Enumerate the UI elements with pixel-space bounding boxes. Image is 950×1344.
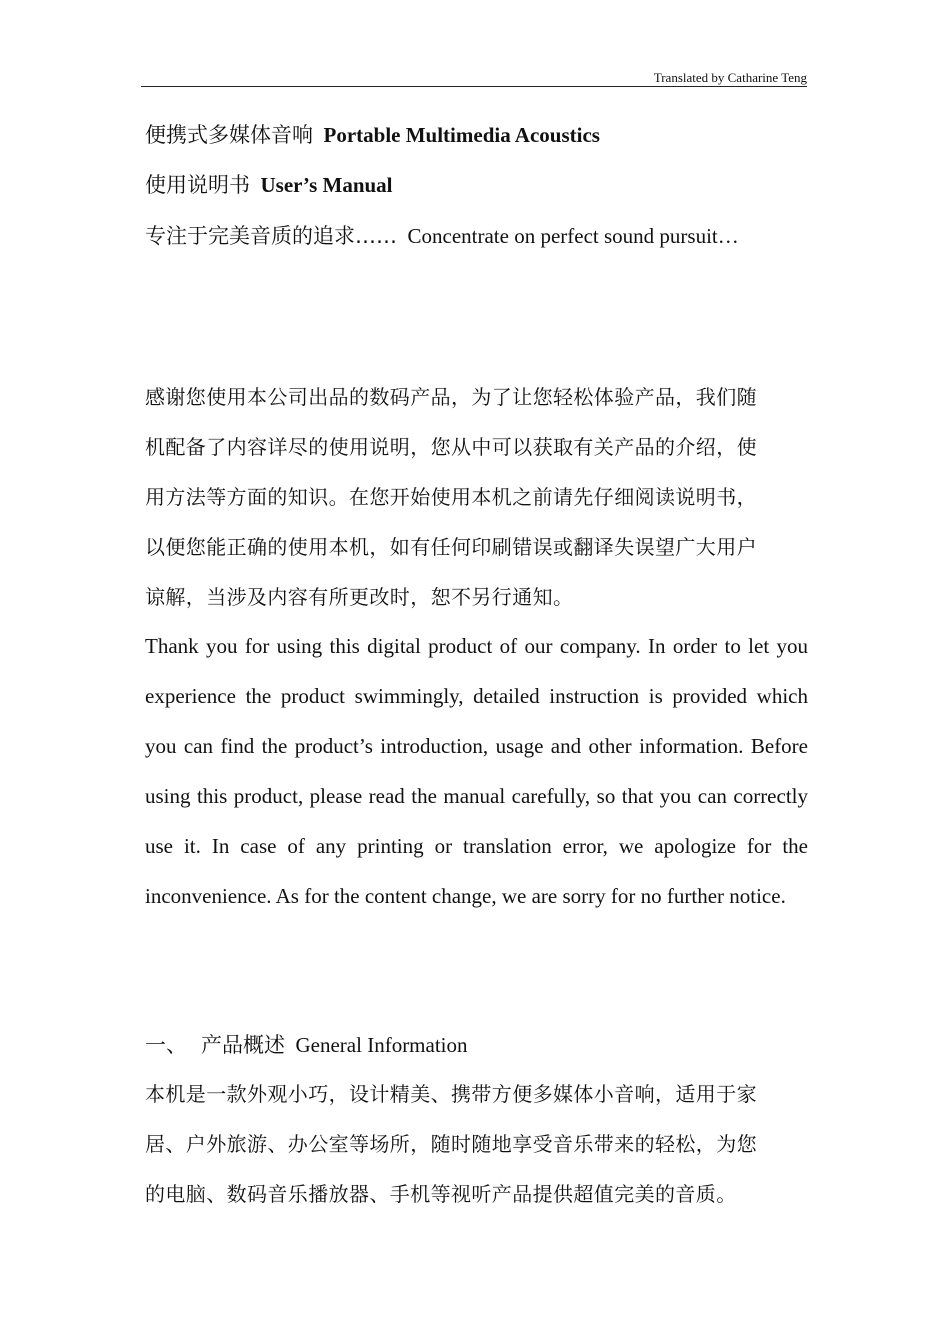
translator-note: Translated by Catharine Teng — [653, 70, 807, 85]
subtitle-en: User’s Manual — [260, 173, 393, 197]
intro-en-paragraph: Thank you for using this digital product of our company. In order to let you experience the product swimmingly, detailed instruction is provided which you can find the product’s introduction, usage and other information. Before using this product, please read the manual carefully, so that you can correctly use it. In case of any printing or translation error, we apologize for the inconvenience. As for the content change, we are sorry for no further notice. — [145, 634, 808, 908]
slogan-line — [145, 223, 739, 249]
title-en: Portable Multimedia Acoustics — [323, 123, 600, 147]
slogan-zh: 专注于完美音质的追求…… — [145, 224, 397, 248]
section-1-line: 居、户外旅游、办公室等场所，随时随地享受音乐带来的轻松，为您 — [145, 1132, 757, 1156]
intro-zh-line: 以便您能正确的使用本机，如有任何印刷错误或翻译失误望广大用户 — [145, 535, 757, 559]
section-1-heading — [145, 1032, 468, 1058]
section-heading-en: General Information — [295, 1033, 468, 1057]
section-1-body — [145, 1069, 808, 1219]
intro-zh-line: 谅解，当涉及内容有所更改时，恕不另行通知。 — [145, 585, 574, 609]
section-1-line: 本机是一款外观小巧，设计精美、携带方便多媒体小音响，适用于家 — [145, 1082, 757, 1106]
intro-zh-line: 用方法等方面的知识。在您开始使用本机之前请先仔细阅读说明书， — [145, 485, 757, 509]
title-line-2 — [145, 172, 393, 198]
subtitle-zh: 使用说明书 — [145, 173, 250, 197]
section-number: 一、 — [145, 1033, 187, 1057]
slogan-en: Concentrate on perfect sound pursuit… — [407, 224, 739, 248]
intro-zh-paragraph — [145, 372, 808, 622]
section-1-line: 的电脑、数码音乐播放器、手机等视听产品提供超值完美的音质。 — [145, 1182, 737, 1206]
intro-zh-line: 感谢您使用本公司出品的数码产品，为了让您轻松体验产品，我们随 — [145, 385, 757, 409]
header-divider — [141, 86, 807, 87]
section-heading-zh: 产品概述 — [201, 1033, 285, 1057]
title-line-1 — [145, 122, 600, 148]
title-zh: 便携式多媒体音响 — [145, 123, 313, 147]
intro-zh-line: 机配备了内容详尽的使用说明，您从中可以获取有关产品的介绍，使 — [145, 435, 757, 459]
